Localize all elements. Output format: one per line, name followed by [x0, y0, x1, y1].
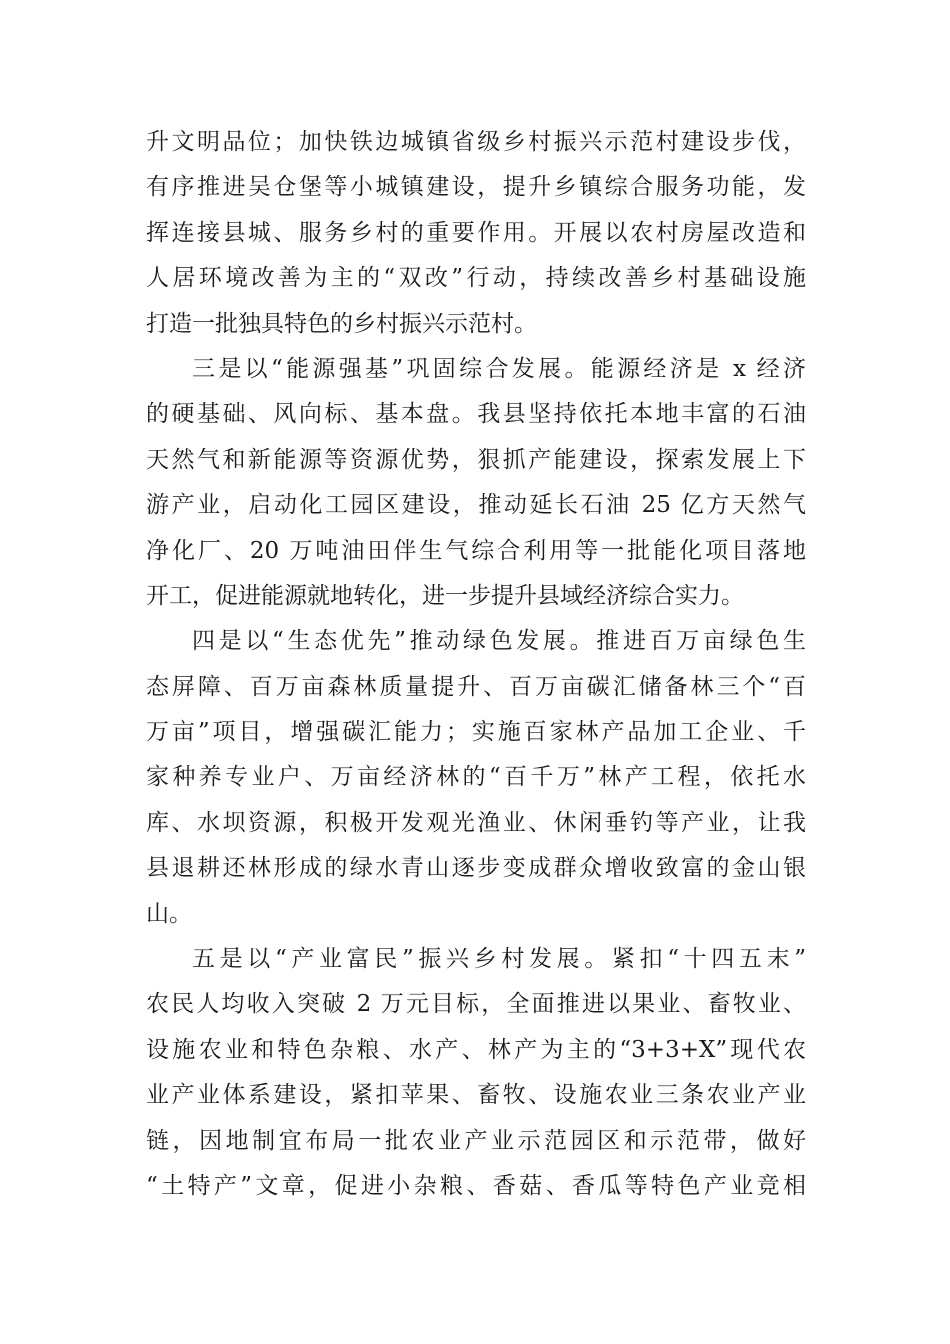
- text-line: 业产业体系建设，紧扣苹果、畜牧、设施农业三条农业产业: [146, 1082, 806, 1109]
- text-line: 开工，促进能源就地转化，进一步提升县域经济综合实力。: [146, 582, 744, 609]
- body-text: [146, 120, 806, 1209]
- text-line: “土特产”文章，促进小杂粮、香菇、香瓜等特色产业竞相: [146, 1172, 806, 1199]
- text-line: 农民人均收入突破 2 万元目标，全面推进以果业、畜牧业、: [146, 991, 806, 1018]
- text-line: 净化厂、20 万吨油田伴生气综合利用等一批能化项目落地: [146, 537, 806, 564]
- text-line: 家种养专业户、万亩经济林的“百千万”林产工程，依托水: [146, 764, 806, 791]
- text-line: 挥连接县城、服务乡村的重要作用。开展以农村房屋改造和: [146, 219, 806, 246]
- text-line: 升文明品位；加快铁边城镇省级乡村振兴示范村建设步伐，: [146, 129, 806, 155]
- paragraph-heading-line: 四是以“生态优先”推动绿色发展。推进百万亩绿色生: [192, 628, 806, 655]
- text-line: 库、水坝资源，积极开发观光渔业、休闲垂钓等产业，让我: [146, 809, 806, 836]
- text-line: 山。: [146, 900, 192, 927]
- text-line: 县退耕还林形成的绿水青山逐步变成群众增收致富的金山银: [146, 855, 806, 882]
- text-line: 打造一批独具特色的乡村振兴示范村。: [146, 310, 537, 337]
- paragraph-heading-line: 三是以“能源强基”巩固综合发展。能源经济是 x 经济: [192, 355, 806, 382]
- text-line: 天然气和新能源等资源优势，狠抓产能建设，探索发展上下: [146, 446, 806, 473]
- paragraph-heading-line: 五是以“产业富民”振兴乡村发展。紧扣“十四五末”: [192, 946, 806, 973]
- text-line: 设施农业和特色杂粮、水产、林产为主的“3+3+X”现代农: [146, 1036, 806, 1063]
- text-line: 万亩”项目，增强碳汇能力；实施百家林产品加工企业、千: [146, 719, 806, 746]
- text-line: 游产业，启动化工园区建设，推动延长石油 25 亿方天然气: [146, 492, 806, 519]
- text-line: 态屏障、百万亩森林质量提升、百万亩碳汇储备林三个“百: [146, 673, 806, 700]
- text-line: 有序推进吴仓堡等小城镇建设，提升乡镇综合服务功能，发: [146, 174, 806, 201]
- text-line: 人居环境改善为主的“双改”行动，持续改善乡村基础设施: [146, 265, 806, 292]
- text-line: 链，因地制宜布局一批农业产业示范园区和示范带，做好: [146, 1127, 806, 1154]
- text-line: 的硬基础、风向标、基本盘。我县坚持依托本地丰富的石油: [146, 401, 806, 428]
